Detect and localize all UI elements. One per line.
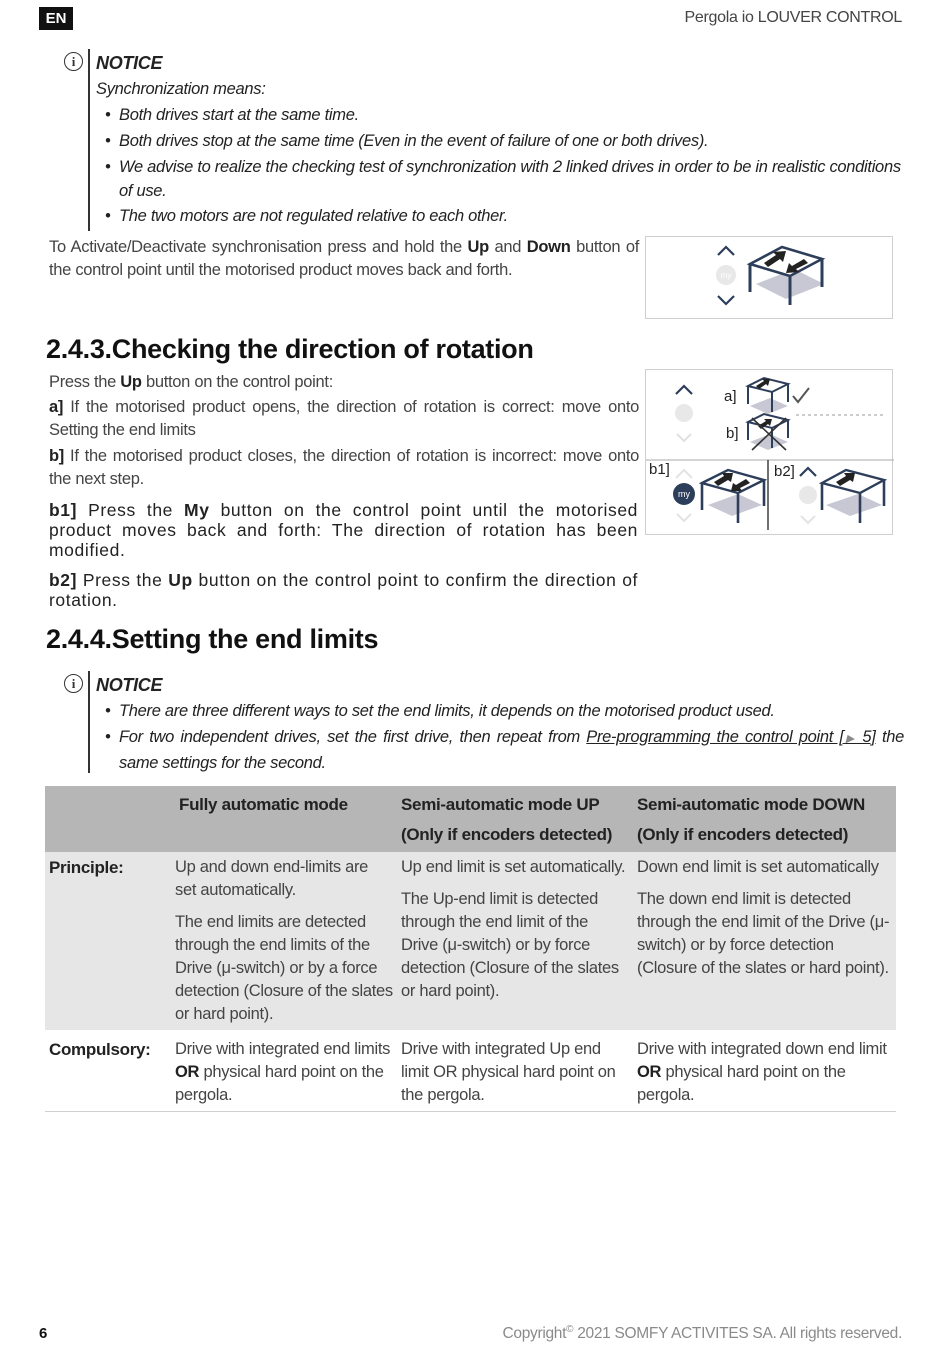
pergola-icon	[702, 470, 764, 523]
step-b1	[49, 500, 638, 560]
text: For two independent drives, set the first drive, then repeat from	[119, 728, 587, 746]
section-heading-2-4-4: 2.4.4.Setting the end limits	[46, 624, 379, 654]
check-icon	[793, 388, 809, 402]
down-arrow-icon	[718, 296, 734, 304]
step-label: b2]	[49, 570, 78, 590]
sync-illustration	[646, 237, 894, 320]
my-button-icon	[675, 404, 693, 422]
list-item: • There are three different ways to set the end limits, it depends on the motorised product used.	[96, 699, 904, 723]
table-cell	[171, 1030, 397, 1112]
cell-text: Up end limit is set automatically.	[401, 858, 626, 876]
notice-end-limits	[64, 671, 904, 775]
list-item: • Both drives stop at the same time (Even in the event of failure of one or both drives).	[96, 129, 904, 153]
pergola-icon	[748, 378, 788, 414]
notice-bar	[88, 671, 90, 773]
text: If the motorised product opens, the direction of rotation is correct: move onto Setting the end limits	[49, 398, 639, 439]
header-text: Semi-automatic mode DOWN	[637, 795, 865, 814]
table-header-row	[45, 786, 896, 852]
copyright-notice	[503, 1324, 903, 1343]
notice-intro: Synchronization means:	[96, 80, 266, 98]
pergola-icon	[822, 470, 884, 523]
table-cell	[397, 852, 633, 1030]
notice-synchronization	[64, 49, 904, 233]
my-keyword: My	[184, 500, 210, 520]
pergola-icon	[750, 247, 824, 305]
row-label: Principle:	[45, 852, 171, 1030]
rotation-illustration	[646, 370, 894, 536]
fig-label-b2: b2]	[774, 463, 795, 480]
table-cell	[633, 852, 896, 1030]
up-arrow-icon	[718, 247, 734, 255]
cell-text: Up and down end-limits are set automatically.	[175, 858, 369, 899]
my-label: my	[720, 271, 732, 280]
table-row	[45, 852, 896, 1030]
step-label: b1]	[49, 500, 78, 520]
cell-text: Drive with integrated down end limit	[637, 1040, 887, 1058]
copyright-symbol: ©	[566, 1324, 574, 1335]
table-header-cell	[171, 786, 397, 852]
cell-text: The end limits are detected through the end limits of the Drive (μ-switch) or by a force detection (Closure of the slates or hard point).	[175, 913, 393, 1023]
end-limits-table	[45, 786, 896, 1112]
notice-bullets	[96, 103, 904, 228]
header-subtext: (Only if encoders detected)	[637, 825, 849, 844]
page-ref-icon: ▶	[843, 733, 857, 745]
header-subtext: (Only if encoders detected)	[401, 825, 613, 844]
text: and	[488, 238, 527, 256]
info-icon: i	[64, 52, 83, 71]
step-label: a]	[49, 398, 64, 416]
list-item: • We advise to realize the checking test of synchronization with 2 linked drives in order to be in realistic conditions of use.	[96, 155, 904, 203]
step-a	[49, 396, 639, 442]
step-b2	[49, 570, 638, 610]
text: Copyright	[502, 1325, 567, 1343]
rotation-figure	[645, 369, 893, 535]
text: 2021 SOMFY ACTIVITES SA. All rights reserved.	[573, 1325, 902, 1343]
cell-text: The down end limit is detected through the end limit of the Drive (μ-switch) or by force detection (Closure of the slates or hard point).	[637, 890, 890, 977]
cell-text: Down end limit is set automatically	[637, 858, 879, 876]
step-press-up	[49, 371, 639, 394]
notice-heading: NOTICE	[96, 675, 163, 695]
down-arrow-icon	[677, 434, 691, 441]
text: button on the control point to confirm the direction of rotation.	[49, 570, 638, 610]
document-title: Pergola io LOUVER CONTROL	[684, 9, 902, 26]
text: button on the control point until the motorised product moves back and forth: The direction of rotation has been modified.	[49, 500, 638, 560]
fig-label-a: a]	[724, 388, 737, 405]
list-item: • The two motors are not regulated relative to each other.	[96, 204, 904, 228]
up-keyword: Up	[467, 238, 489, 256]
info-icon: i	[64, 674, 83, 693]
table-header-cell	[45, 786, 171, 852]
list-item	[96, 725, 904, 775]
down-arrow-icon	[801, 516, 815, 523]
link-text: Pre-programming the control point [	[586, 728, 844, 746]
notice-heading: NOTICE	[96, 53, 163, 73]
my-button-icon	[799, 486, 817, 504]
text: the same settings for the second.	[119, 728, 904, 772]
up-keyword: Up	[120, 373, 142, 391]
text: Press the	[77, 570, 169, 590]
up-arrow-icon	[676, 386, 692, 394]
cell-text: physical hard point on the pergola.	[175, 1063, 384, 1104]
step-label: b]	[49, 447, 64, 465]
notice-bar	[88, 49, 90, 231]
text: If the motorised product closes, the direction of rotation is incorrect: move onto the next step.	[49, 447, 639, 488]
table-cell	[397, 1030, 633, 1112]
cross-reference-link[interactable]	[586, 728, 875, 746]
section-heading-2-4-3: 2.4.3.Checking the direction of rotation	[46, 334, 534, 364]
fig-label-b: b]	[726, 425, 739, 442]
sync-paragraph	[49, 236, 639, 282]
down-arrow-icon	[677, 514, 691, 521]
notice-bullets	[96, 699, 904, 775]
link-page: 5]	[856, 728, 876, 746]
table-cell	[171, 852, 397, 1030]
step-b	[49, 445, 639, 491]
language-badge: EN	[39, 7, 73, 30]
up-keyword: Up	[168, 570, 193, 590]
fig-label-b1: b1]	[649, 461, 670, 478]
up-arrow-icon	[676, 470, 692, 478]
table-row	[45, 1030, 896, 1112]
list-item: • Both drives start at the same time.	[96, 103, 904, 127]
text: Press the	[49, 373, 121, 391]
header-text: Fully automatic mode	[179, 795, 348, 814]
page-number: 6	[39, 1325, 48, 1342]
text: button on the control point:	[141, 373, 333, 391]
my-label: my	[678, 489, 690, 499]
up-arrow-icon	[800, 468, 816, 476]
table-header-cell	[633, 786, 896, 852]
down-keyword: Down	[526, 238, 571, 256]
table-header-cell	[397, 786, 633, 852]
text: Press the	[77, 500, 185, 520]
or-keyword: OR	[637, 1063, 662, 1081]
cell-text: Drive with integrated end limits	[175, 1040, 391, 1058]
cell-text: The Up-end limit is detected through the end limit of the Drive (μ-switch) or by force detection (Closure of the slates or hard point).	[401, 890, 619, 1000]
cell-text: Drive with integrated Up end limit OR physical hard point on the pergola.	[401, 1040, 616, 1104]
or-keyword: OR	[175, 1063, 200, 1081]
cell-text: physical hard point on the pergola.	[637, 1063, 846, 1104]
sync-figure	[645, 236, 893, 319]
text: button of the control point until the motorised product moves back and forth.	[49, 238, 639, 279]
row-label: Compulsory:	[45, 1030, 171, 1112]
text: To Activate/Deactivate synchronisation press and hold the	[49, 238, 468, 256]
table-cell	[633, 1030, 896, 1112]
header-text: Semi-automatic mode UP	[401, 795, 600, 814]
